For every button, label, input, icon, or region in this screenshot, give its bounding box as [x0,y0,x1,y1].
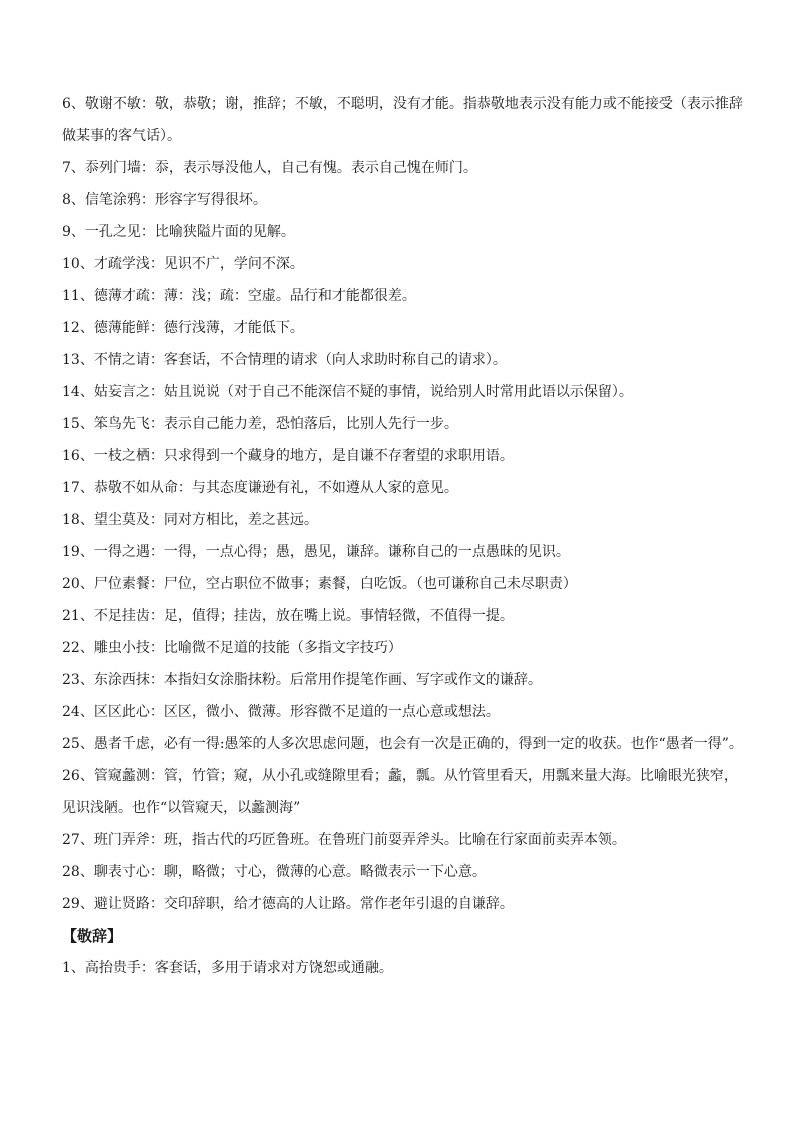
list-item: 16、一枝之栖：只求得到一个藏身的地方，是自谦不存奢望的求职用语。 [62,448,514,464]
list-item: 6、敬谢不敏：敬，恭敬；谢，推辞；不敏，不聪明，没有才能。指恭敬地表示没有能力或不能接受（表示推辞做某事的客气话）。 [62,96,743,144]
list-item: 24、区区此心：区区，微小、微薄。形容微不足道的一点心意或想法。 [62,704,500,720]
list-item: 28、聊表寸心：聊，略微；寸心，微薄的心意。略微表示一下心意。 [62,864,486,880]
list-item: 22、雕虫小技：比喻微不足道的技能（多指文字技巧） [62,640,402,656]
section-heading: 【敬辞】 [62,927,123,945]
list-item: 20、尸位素餐：尸位，空占职位不做事；素餐，白吃饭。（也可谦称自己未尽职责） [62,576,577,592]
list-item: 19、一得之遇：一得，一点心得；愚，愚见，谦辞。谦称自己的一点愚昧的见识。 [62,544,570,560]
list-item: 26、管窥蠡测：管，竹管；窥，从小孔或缝隙里看；蠡，瓢。从竹管里看天，用瓢来量大海。比喻眼光狭窄，见识浅陋。也作“以管窥天，以蠡测海” [62,768,738,816]
list-item: 11、德薄才疏：薄：浅；疏：空虚。品行和才能都很差。 [62,288,416,304]
list-item: 23、东涂西抹：本指妇女涂脂抹粉。后常用作提笔作画、写字或作文的谦辞。 [62,672,542,688]
document-page [62,88,746,984]
list-item: 10、才疏学浅：见识不广，学问不深。 [62,256,304,272]
list-item: 29、避让贤路：交印辞职，给才德高的人让路。常作老年引退的自谦辞。 [62,896,514,912]
list-item: 7、忝列门墙：忝，表示辱没他人，自己有愧。表示自己愧在师门。 [62,160,477,176]
list-item: 18、望尘莫及：同对方相比，差之甚远。 [62,512,318,528]
list-item: 25、愚者千虑，必有一得:愚笨的人多次思虑问题，也会有一次是正确的，得到一定的收获。也作“愚者一得”。 [62,736,743,752]
list-item: 15、笨鸟先飞：表示自己能力差，恐怕落后，比别人先行一步。 [62,416,458,432]
list-item: 12、德薄能鲜：德行浅薄，才能低下。 [62,320,304,336]
list-item: 9、一孔之见：比喻狭隘片面的见解。 [62,224,295,240]
list-item: 27、班门弄斧：班，指古代的巧匠鲁班。在鲁班门前耍弄斧头。比喻在行家面前卖弄本领。 [62,832,626,848]
list-item: 21、不足挂齿：足，值得；挂齿，放在嘴上说。事情轻微，不值得一提。 [62,608,514,624]
list-item: 13、不情之请：客套话，不合情理的请求（向人求助时称自己的请求）。 [62,352,507,368]
list-item: 17、恭敬不如从命：与其态度谦逊有礼，不如遵从人家的意见。 [62,480,458,496]
list-item: 8、信笔涂鸦：形容字写得很坏。 [62,192,267,208]
list-item: 1、高抬贵手：客套话，多用于请求对方饶恕或通融。 [62,960,393,976]
list-item: 14、姑妄言之：姑且说说（对于自己不能深信不疑的事情，说给别人时常用此语以示保留）。 [62,384,633,400]
